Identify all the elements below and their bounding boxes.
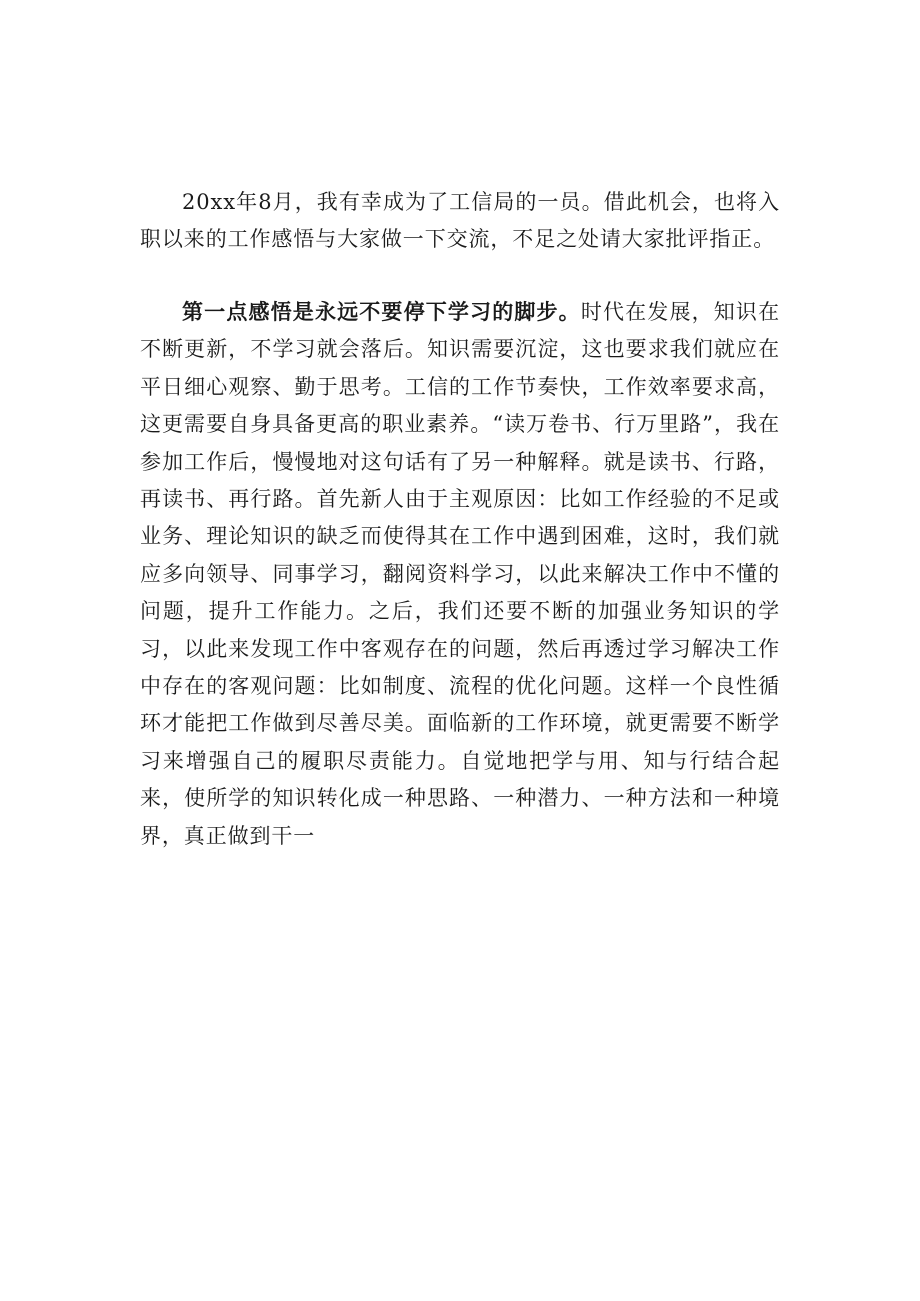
paragraph-intro-text: 20xx年8月，我有幸成为了工信局的一员。借此机会，也将入职以来的工作感悟与大家做一下交流，不足之处请大家批评指正。: [140, 190, 780, 252]
paragraph-intro: [140, 184, 780, 259]
paragraph-learning-lead: 第一点感悟是永远不要停下学习的脚步。: [182, 299, 581, 324]
paragraph-learning-text: 时代在发展，知识在不断更新，不学习就会落后。知识需要沉淀，这也要求我们就应在平日细心观察、勤于思考。工信的工作节奏快，工作效率要求高，这更需要自身具备更高的职业素养。“读万卷书、行万里路”，我在参加工作后，慢慢地对这句话有了另一种解释。就是读书、行路，再读书、再行路。首先新人由于主观原因：比如工作经验的不足或业务、理论知识的缺乏而使得其在工作中遇到困难，这时，我们就应多向领导、同事学习，翻阅资料学习，以此来解决工作中不懂的问题，提升工作能力。之后，我们还要不断的加强业务知识的学习，以此来发现工作中客观存在的问题，然后再透过学习解决工作中存在的客观问题：比如制度、流程的优化问题。这样一个良性循环才能把工作做到尽善尽美。面临新的工作环境，就更需要不断学习来增强自己的履职尽责能力。自觉地把学与用、知与行结合起来，使所学的知识转化成一种思路、一种潜力、一种方法和一种境界，真正做到干一: [140, 300, 780, 848]
paragraph-learning: [140, 293, 780, 855]
